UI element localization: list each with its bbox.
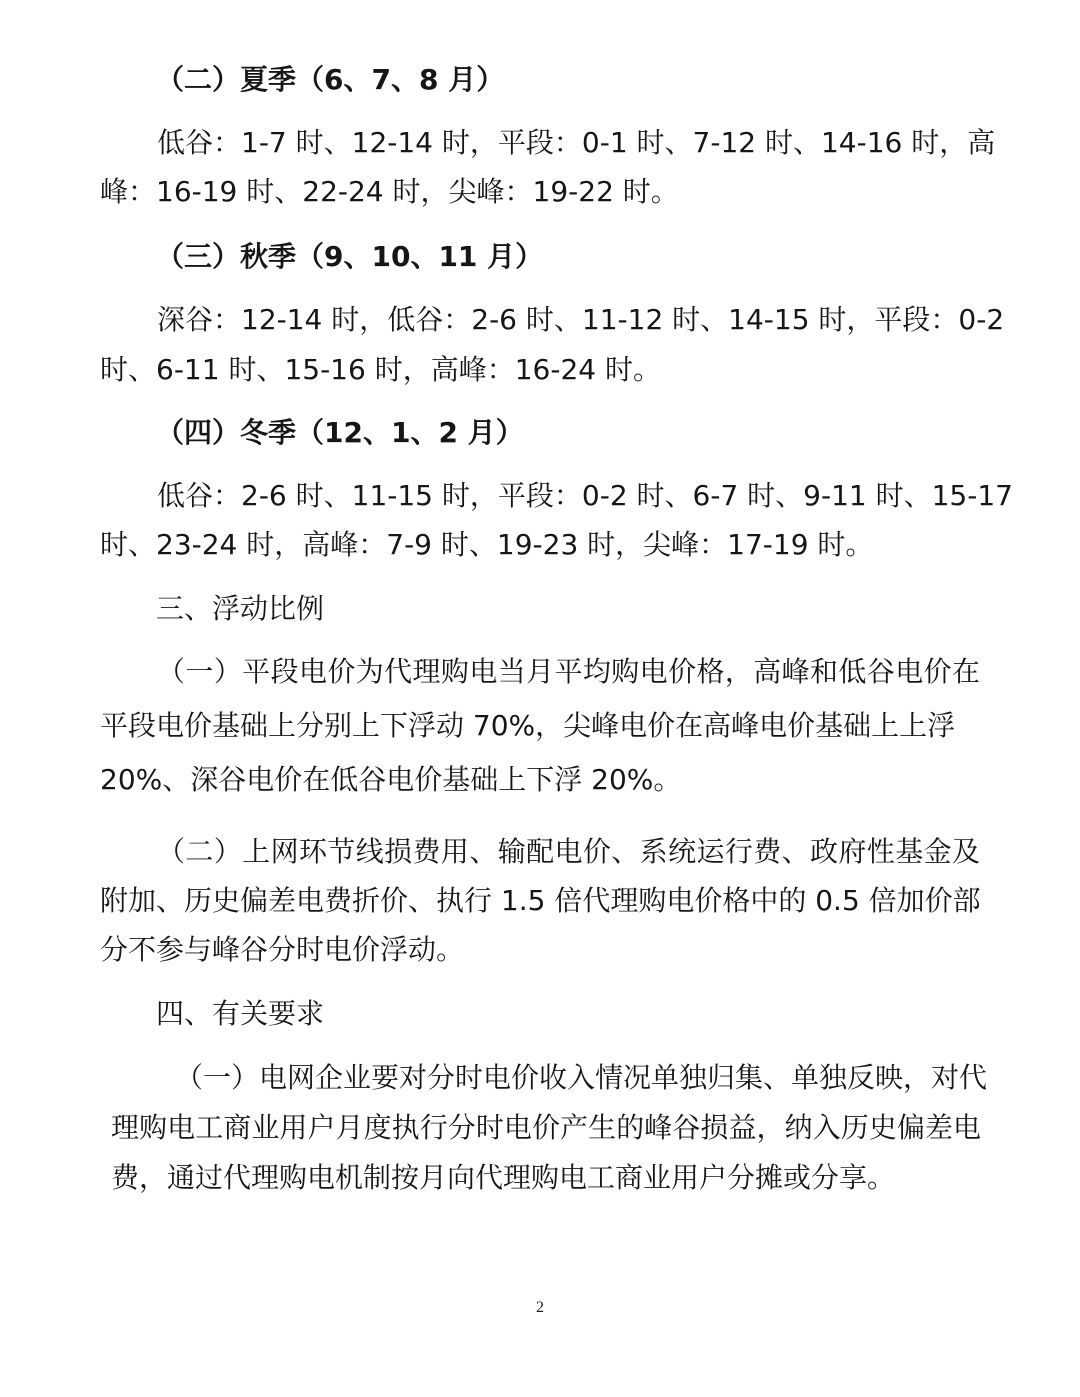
paragraph-line: （二）上网环节线损费用、输配电价、系统运行费、政府性基金及 (157, 835, 980, 868)
paragraph-floating-ratio-2 (100, 827, 980, 974)
paragraph-line: （一）电网企业要对分时电价收入情况单独归集、单独反映，对代 (175, 1061, 988, 1094)
paragraph-line: 费，通过代理购电机制按月向代理购电工商业用户分摊或分享。 (111, 1161, 896, 1194)
paragraph-summer-periods (100, 118, 996, 216)
paragraph-line: 理购电工商业用户月度执行分时电价产生的峰谷损益，纳入历史偏差电 (111, 1111, 981, 1144)
paragraph-line: 平段电价基础上分别上下浮动 70%，尖峰电价在高峰电价基础上上浮 (100, 709, 956, 742)
paragraph-line: 深谷：12-14 时，低谷：2-6 时、11-12 时、14-15 时，平段：0-2 (157, 303, 1005, 336)
paragraph-line: 低谷：2-6 时、11-15 时，平段：0-2 时、6-7 时、9-11 时、15-17 (157, 479, 1013, 512)
paragraph-line: 20%、深谷电价在低谷电价基础上下浮 20%。 (100, 763, 682, 796)
paragraph-floating-ratio-1 (100, 645, 980, 807)
paragraph-winter-periods (100, 471, 1013, 569)
section-heading-floating-ratio: 三、浮动比例 (156, 592, 325, 625)
heading-winter: （四）冬季（12、1、2 月） (156, 416, 524, 449)
paragraph-line: 峰：16-19 时、22-24 时，尖峰：19-22 时。 (100, 175, 679, 208)
paragraph-line: 分不参与峰谷分时电价浮动。 (100, 933, 465, 966)
page-number: 2 (536, 1299, 544, 1316)
paragraph-line: 时、6-11 时、15-16 时，高峰：16-24 时。 (100, 353, 661, 386)
paragraph-autumn-periods (100, 295, 1005, 395)
paragraph-line: 时、23-24 时，高峰：7-9 时、19-23 时，尖峰：17-19 时。 (100, 528, 874, 561)
paragraph-line: （一）平段电价为代理购电当月平均购电价格，高峰和低谷电价在 (157, 655, 980, 688)
heading-summer: （二）夏季（6、7、8 月） (156, 63, 505, 96)
paragraph-requirements-1 (111, 1053, 988, 1203)
section-heading-requirements: 四、有关要求 (156, 997, 325, 1030)
paragraph-line: 附加、历史偏差电费折价、执行 1.5 倍代理购电价格中的 0.5 倍加价部 (100, 884, 981, 917)
paragraph-line: 低谷：1-7 时、12-14 时，平段：0-1 时、7-12 时、14-16 时，高 (157, 126, 996, 159)
heading-autumn: （三）秋季（9、10、11 月） (156, 240, 544, 273)
